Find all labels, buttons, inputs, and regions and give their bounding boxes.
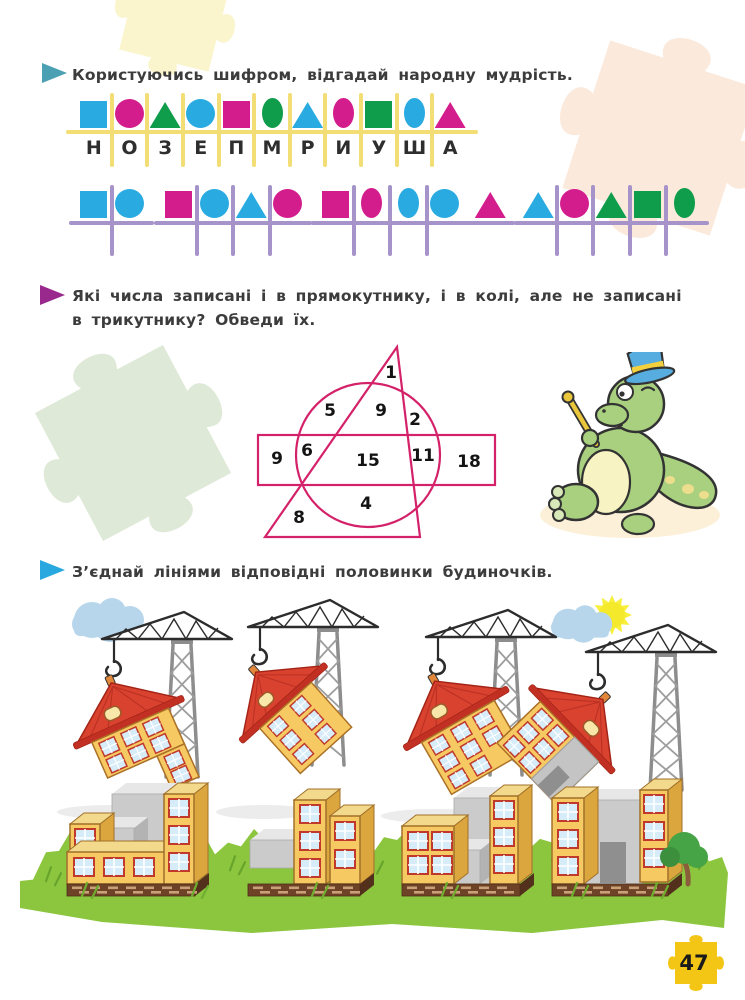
cipher-key-table	[76, 95, 468, 167]
cipher-key-letter: Р	[300, 137, 315, 159]
dino-eye-open	[617, 384, 633, 400]
answer-cell[interactable]	[317, 226, 354, 258]
house-base-3[interactable]	[402, 785, 534, 896]
cipher-key-letter: У	[371, 137, 387, 159]
diagram-number-11[interactable]: 11	[411, 446, 435, 466]
puzzle-decoration-green	[3, 313, 264, 574]
cipher-shape-pink-circle	[115, 99, 144, 128]
cipher-shape-blue-square	[80, 191, 107, 218]
cipher-shape-pink-oval	[333, 98, 354, 128]
diagram-number-15[interactable]: 15	[356, 451, 380, 471]
diagram-number-4[interactable]: 4	[360, 494, 372, 514]
answer-cell[interactable]	[270, 226, 307, 258]
cipher-key-letter: Ш	[402, 137, 427, 159]
tail-spot	[665, 476, 675, 484]
task3-heading: З’єднай лініями відповідні половинки будиночків.	[72, 563, 553, 581]
cipher-shape-green-triangle	[596, 192, 627, 218]
cipher-shape-pink-triangle	[435, 102, 466, 128]
page-number-puzzle	[650, 925, 745, 1000]
answer-cell[interactable]	[354, 226, 391, 258]
cipher-key-letter: А	[442, 137, 458, 159]
answer-cell[interactable]	[593, 226, 630, 258]
nostril	[602, 409, 606, 413]
diagram-number-5[interactable]: 5	[324, 401, 336, 421]
dino-top-hat	[619, 352, 675, 387]
answer-cell[interactable]	[233, 226, 270, 258]
cipher-key-letter: П	[228, 137, 245, 159]
answer-cell[interactable]	[427, 226, 464, 258]
answer-cell[interactable]	[197, 226, 234, 258]
cipher-shape-pink-circle	[273, 189, 302, 218]
toe	[552, 486, 564, 498]
cipher-shape-blue-triangle	[523, 192, 554, 218]
answer-cell[interactable]	[666, 226, 703, 258]
toe	[553, 509, 565, 521]
cipher-shape-blue-circle	[115, 189, 144, 218]
answer-cell[interactable]	[160, 226, 197, 258]
message-grid-hline	[514, 221, 709, 225]
cipher-shape-pink-square	[322, 191, 349, 218]
cipher-shape-blue-square	[80, 101, 107, 128]
cipher-shape-pink-square	[165, 191, 192, 218]
cipher-shape-blue-oval	[404, 98, 425, 128]
diagram-number-18[interactable]: 18	[457, 452, 481, 472]
diagram-number-9[interactable]: 9	[271, 449, 283, 469]
cipher-key-letter: И	[335, 137, 352, 159]
answer-cell[interactable]	[112, 226, 149, 258]
cipher-shape-pink-oval	[361, 188, 382, 218]
cipher-message-row	[0, 186, 745, 260]
cipher-shape-pink-circle	[560, 189, 589, 218]
cipher-shape-green-oval	[262, 98, 283, 128]
cipher-key-letter: Н	[85, 137, 102, 159]
page-number: 47	[679, 951, 709, 975]
cipher-shape-green-square	[365, 101, 392, 128]
cipher-key-letter: З	[158, 137, 172, 159]
answer-cell[interactable]	[630, 226, 667, 258]
task2-heading-line2: в трикутнику? Обведи їх.	[72, 311, 316, 329]
cipher-shape-blue-oval	[398, 188, 419, 218]
dino-illustration	[518, 352, 730, 544]
task2-heading-line1: Які числа записані і в прямокутнику, і в колі, але не записані	[72, 287, 682, 305]
diagram-number-9[interactable]: 9	[375, 401, 387, 421]
cipher-shape-blue-circle	[430, 189, 459, 218]
cipher-shape-green-triangle	[150, 102, 181, 128]
cipher-shape-blue-circle	[200, 189, 229, 218]
key-grid-hline	[66, 130, 478, 134]
diagram-number-8[interactable]: 8	[293, 508, 305, 528]
answer-cell[interactable]	[390, 226, 427, 258]
dino-hand	[582, 430, 598, 446]
cipher-shape-blue-triangle	[292, 102, 323, 128]
dino-pupil	[619, 391, 624, 396]
house-base-1[interactable]	[67, 783, 209, 896]
answer-cell[interactable]	[75, 226, 112, 258]
dino-foot-right	[622, 514, 654, 534]
answer-cell[interactable]	[520, 226, 557, 258]
answer-cell[interactable]	[472, 226, 509, 258]
cipher-shape-pink-square	[223, 101, 250, 128]
cipher-shape-pink-triangle	[475, 192, 506, 218]
tail-spot	[699, 491, 709, 499]
answer-cell[interactable]	[557, 226, 594, 258]
houses-matching-scene	[12, 588, 737, 960]
task1-heading: Користуючись шифром, відгадай народну мудрість.	[72, 66, 573, 84]
cipher-key-letter: М	[262, 137, 282, 159]
cipher-shape-green-oval	[674, 188, 695, 218]
diagram-number-6[interactable]: 6	[301, 441, 313, 461]
shapes-number-diagram	[248, 338, 513, 550]
tail-spot	[682, 484, 694, 494]
cipher-key-letter: Е	[194, 137, 208, 159]
cipher-key-letter: О	[121, 137, 138, 159]
cipher-shape-blue-triangle	[236, 192, 267, 218]
cipher-shape-green-square	[634, 191, 661, 218]
message-grid-hline	[466, 221, 515, 225]
cipher-shape-blue-circle	[186, 99, 215, 128]
diagram-number-2[interactable]: 2	[409, 410, 421, 430]
diagram-number-1[interactable]: 1	[385, 363, 397, 383]
